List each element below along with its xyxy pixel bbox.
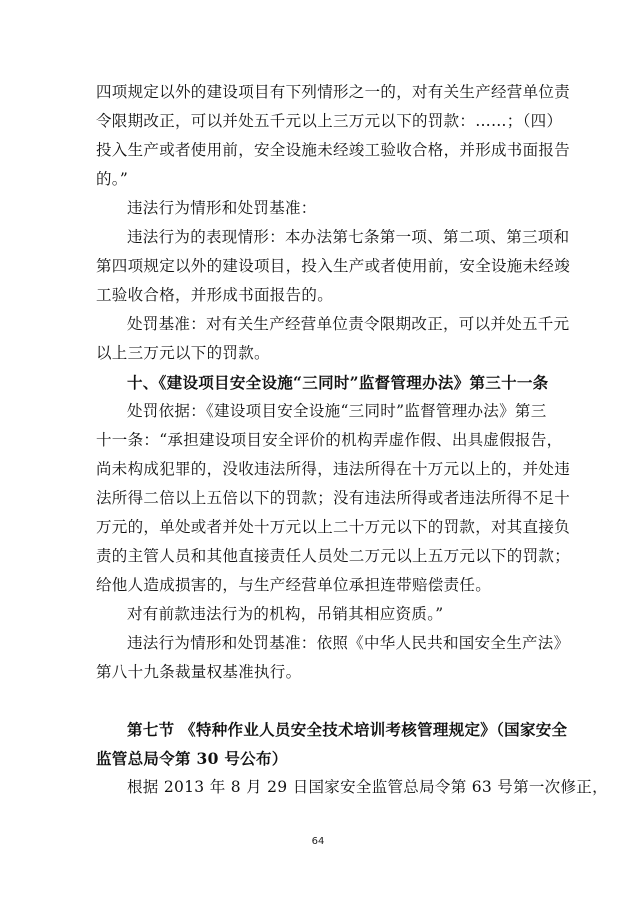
text-line: 尚未构成犯罪的，没收违法所得，违法所得在十万元以上的，并处违 xyxy=(96,460,571,478)
text-line: 给他人造成损害的，与生产经营单位承担连带赔偿责任。 xyxy=(96,576,492,594)
section-title: 第七节 《特种作业人员安全技术培训考核管理规定》（国家安全 xyxy=(127,720,568,739)
text-line: 四项规定以外的建设项目有下列情形之一的，对有关生产经营单位责 xyxy=(96,83,571,101)
text-line: 对有前款违法行为的机构，吊销其相应资质。” xyxy=(127,605,444,623)
text-line: 工验收合格，并形成书面报告的。 xyxy=(96,286,334,304)
text-line: 法所得二倍以上五倍以下的罚款；没有违法所得或者违法所得不足十 xyxy=(96,489,571,507)
text-line: 的。” xyxy=(96,170,129,188)
text-line: 违法行为的表现情形：本办法第七条第一项、第二项、第三项和 xyxy=(127,228,570,246)
text-line: 责的主管人员和其他直接责任人员处二万元以上五万元以下的罚款； xyxy=(96,547,571,565)
text-line: 十一条：“承担建设项目安全评价的机构弄虚作假、出具虚假报告， xyxy=(96,431,563,449)
section-heading: 十、《建设项目安全设施“三同时”监督管理办法》第三十一条 xyxy=(127,373,549,392)
body-text xyxy=(96,78,608,802)
text-line: 违法行为情形和处罚基准： xyxy=(127,199,317,217)
text-line: 投入生产或者使用前，安全设施未经竣工验收合格，并形成书面报告 xyxy=(96,141,571,159)
text-line: 万元的，单处或者并处十万元以上二十万元以下的罚款，对其直接负 xyxy=(96,518,571,536)
text-line: 令限期改正，可以并处五千元以上三万元以下的罚款：……；（四） xyxy=(96,112,563,130)
text-line: 第八十九条裁量权基准执行。 xyxy=(96,663,302,681)
text-line: 以上三万元以下的罚款。 xyxy=(96,344,270,362)
text-line: 第四项规定以外的建设项目，投入生产或者使用前，安全设施未经竣 xyxy=(96,257,571,275)
text-line: 处罚依据：《建设项目安全设施“三同时”监督管理办法》第三 xyxy=(127,402,547,420)
text-line: 处罚基准：对有关生产经营单位责令限期改正，可以并处五千元 xyxy=(127,315,570,333)
page-number: 64 xyxy=(311,836,325,847)
paragraph-gap xyxy=(96,687,540,715)
section-title-cont: 监管总局令第 30 号公布） xyxy=(96,749,288,768)
text-line: 违法行为情形和处罚基准：依照《中华人民共和国安全生产法》 xyxy=(127,634,570,652)
text-line: 根据 2013 年 8 月 29 日国家安全监管总局令第 63 号第一次修正， xyxy=(127,778,608,796)
